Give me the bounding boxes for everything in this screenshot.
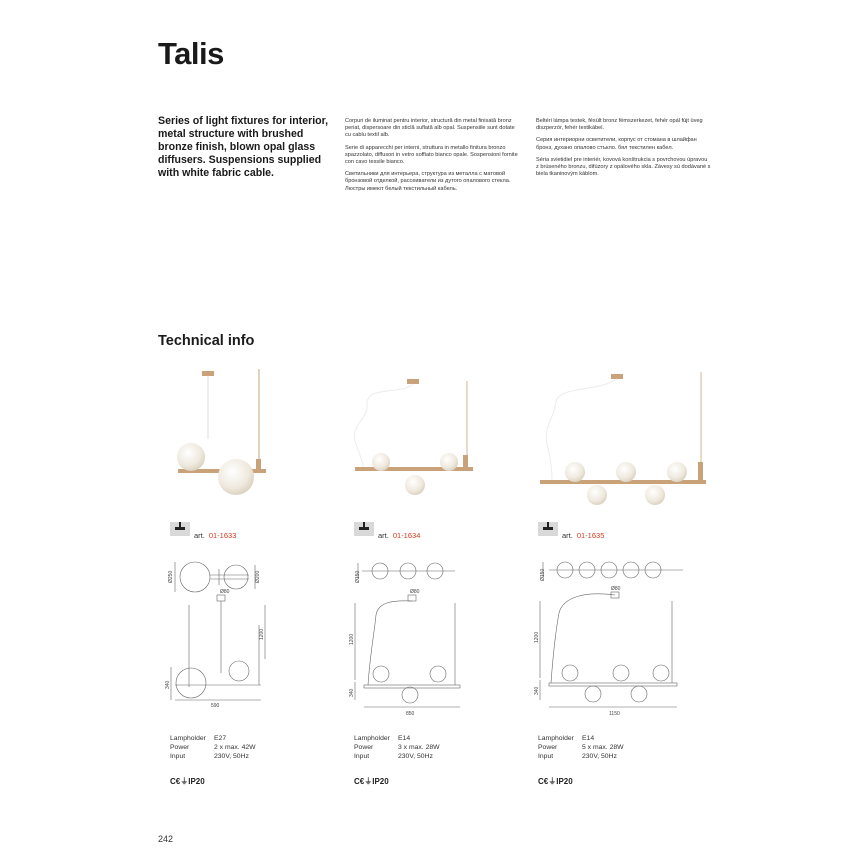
specs-1633 [170, 734, 256, 761]
spec-row: Lampholder E27 [170, 735, 227, 742]
product-photo-1633 [160, 365, 290, 505]
drawing-1635 [535, 555, 685, 725]
article-1635 [562, 531, 604, 540]
dim-height: 1200 [534, 631, 540, 643]
ceiling-mount-icon [170, 522, 190, 536]
dim-width: 590 [211, 703, 220, 709]
drawing-1633 [165, 555, 275, 725]
electrical-safety-icon: ⏚ [180, 777, 189, 786]
art-label: art. [562, 531, 573, 540]
spec-row: Lampholder E14 [354, 735, 411, 742]
dim-top: Ø80 [410, 589, 420, 595]
intro-text: Series of light fixtures for interior, metal structure with brushed bronze finish, blown opal glass diffusers. Suspensions supplied with white fabric cable. [158, 115, 329, 179]
dim-top: Ø80 [611, 586, 621, 592]
specs-1634 [354, 734, 440, 761]
spec-row: Lampholder E14 [538, 735, 595, 742]
dim-height: 1200 [259, 628, 265, 640]
ceiling-mount-icon [354, 522, 374, 536]
art-label: art. [378, 531, 389, 540]
dim-drop: 340 [349, 688, 355, 697]
dim-drop: 340 [165, 680, 171, 689]
ceiling-mount-icon [538, 522, 558, 536]
spec-row: Input 230V, 50Hz [538, 753, 617, 760]
page-number: 242 [158, 834, 174, 844]
spec-row: Power 2 x max. 42W [170, 744, 256, 751]
drawing-1634 [350, 555, 465, 725]
product-photo-1634 [345, 375, 480, 505]
article-1634 [378, 531, 420, 540]
article-1633 [194, 531, 236, 540]
description-ru: Светильники для интерьера, структура из металла с матовой бронзовой отделкой, рассеиватели из дутого опалового стекла. Люстры имеют белый текстильный кабель. [345, 171, 511, 192]
technical-info-heading: Technical info [158, 333, 255, 349]
specs-1635 [538, 734, 624, 761]
dim-d1: Ø150 [540, 568, 546, 581]
ip-rating: IP20 [372, 777, 389, 786]
dim-d2: Ø200 [255, 570, 261, 583]
electrical-safety-icon: ⏚ [364, 777, 373, 786]
ip-rating: IP20 [188, 777, 205, 786]
dim-d1: Ø250 [168, 570, 174, 583]
article-code: 01-1633 [208, 531, 237, 540]
description-hu: Beltéri lámpa testek, fésült bronz fémszerkezet, fehér opál fújt üveg diszperzór, fehér textikábel. [536, 118, 703, 132]
description-column-1 [345, 118, 520, 198]
certification-marks-1635 [538, 776, 573, 787]
art-label: art. [194, 531, 205, 540]
dim-top: Ø80 [220, 589, 230, 595]
electrical-safety-icon: ⏚ [548, 777, 557, 786]
ce-mark-icon: C€ [170, 777, 181, 786]
dim-height: 1200 [349, 633, 355, 645]
dim-drop: 340 [534, 686, 540, 695]
ce-mark-icon: C€ [354, 777, 365, 786]
page-title: Talis [158, 36, 224, 71]
description-column-2 [536, 118, 711, 183]
spec-row: Input 230V, 50Hz [170, 753, 249, 760]
dim-d1: Ø150 [355, 570, 361, 583]
spec-row: Power 5 x max. 28W [538, 744, 624, 751]
ce-mark-icon: C€ [538, 777, 549, 786]
dim-width: 850 [406, 711, 415, 717]
description-ro: Corpuri de iluminat pentru interior, structură din metal finisată bronz periat, dispersoare din sticlă suflată alb opal. Suspensiile sunt dotate cu cablu textil alb. [345, 118, 515, 139]
product-photo-1635 [538, 368, 718, 508]
spec-row: Input 230V, 50Hz [354, 753, 433, 760]
article-code: 01-1634 [392, 531, 421, 540]
description-it: Serie di apparecchi per interni, struttura in metallo finitura bronzo spazzolato, diffusori in vetro soffiato bianco opale. Sospensioni fornite con cavo tessile bianco. [345, 144, 518, 166]
description-bg: Серия интериорни осветители, корпус от стомана в шлайфан бронз, духано опалово стъкло. бял текстилен кабел. [536, 137, 697, 151]
dim-width: 1150 [609, 711, 620, 717]
certification-marks-1633 [170, 776, 205, 787]
certification-marks-1634 [354, 776, 389, 787]
ip-rating: IP20 [556, 777, 573, 786]
spec-row: Power 3 x max. 28W [354, 744, 440, 751]
article-code: 01-1635 [576, 531, 605, 540]
description-sk: Séria svietidiel pre interiér, kovová konštrukcia s povrchovou úpravou z brúseného bronzu, difúzory z opálového skla. Závesy sú dodávané s biela tkaninovým káblom. [536, 156, 711, 178]
